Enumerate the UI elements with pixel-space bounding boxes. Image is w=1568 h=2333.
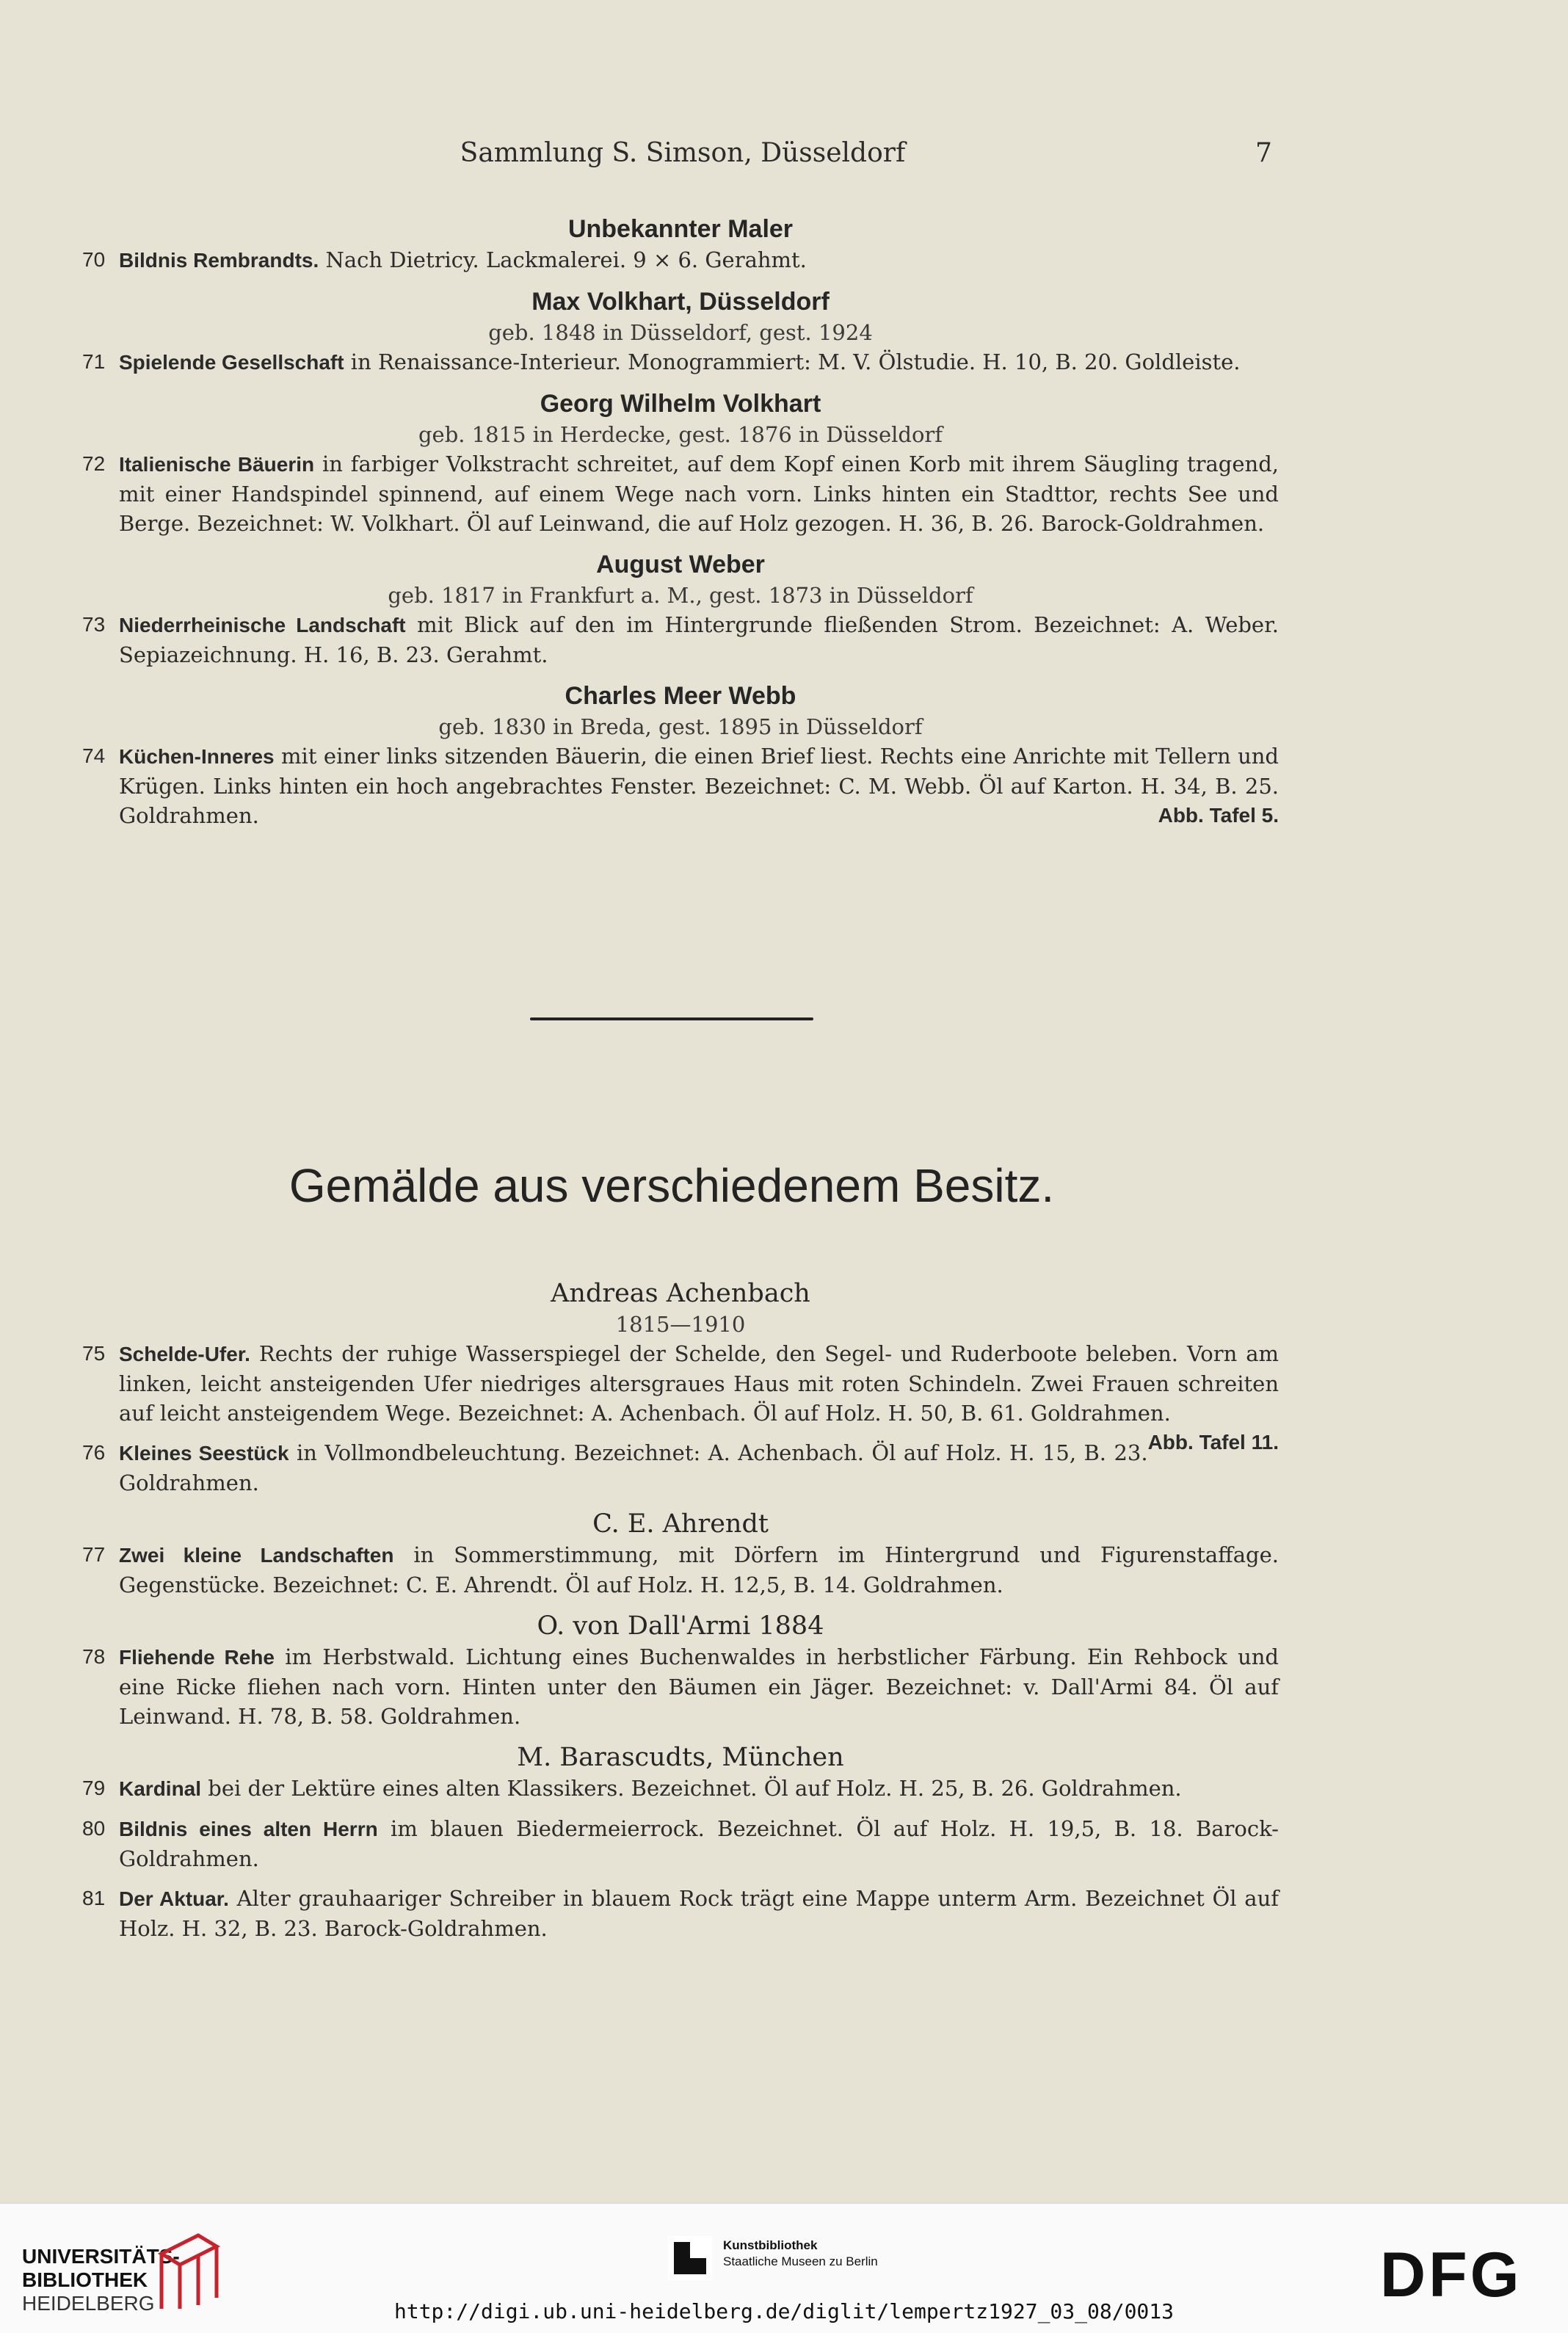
artwork-description: Nach Dietricy. Lackmalerei. 9 × 6. Gerahmt.	[319, 247, 807, 272]
kunstbibliothek-label	[723, 2238, 878, 2270]
kb-line-1: Kunstbibliothek	[723, 2238, 818, 2252]
artist-heading: Unbekannter Maler	[567, 215, 794, 243]
catalog-entry	[82, 610, 1279, 670]
artwork-description: Alter grauhaariger Schreiber in blauem Rock trägt eine Mappe unterm Arm. Bezeichnet Öl auf Holz. H. 32, B. 23. Barock-Goldrahmen.	[119, 1886, 1280, 1941]
artwork-description: Rechts der ruhige Wasserspiegel der Schelde, den Segel- und Ruderboote beleben. Vorn am linken, leicht ansteigenden Ufer niedriges altersgraues Haus mit roten Schindeln. Zwei Frauen schreiten auf leicht ansteigendem Wege. Bezeichnet: A. Achenbach. Öl auf Holz. H. 50, B. 61. Goldrahmen.	[119, 1341, 1279, 1426]
catalog-entry	[82, 1814, 1279, 1873]
lot-number: 76	[82, 1441, 106, 1464]
catalog-entry	[82, 1884, 1279, 1943]
lot-number: 74	[82, 744, 106, 767]
artwork-title: Küchen-Inneres	[119, 745, 275, 768]
artist-dates: geb. 1815 in Herdecke, gest. 1876 in Düsseldorf	[418, 422, 943, 447]
artwork-description: in Sommerstimmung, mit Dörfern im Hintergrund und Figurenstaffage. Gegenstücke. Bezeichnet: C. E. Ahrendt. Öl auf Holz. H. 12,5, B. 14. Goldrahmen.	[119, 1542, 1279, 1597]
kunstbibliothek-logo-icon[interactable]	[668, 2236, 712, 2280]
lot-number: 78	[82, 1645, 106, 1668]
catalog-entry	[82, 1774, 1279, 1804]
page-number: 7	[1255, 138, 1272, 168]
artwork-title: Bildnis eines alten Herrn	[119, 1818, 378, 1840]
artist-heading: Andreas Achenbach	[551, 1279, 810, 1308]
lot-number: 75	[82, 1342, 106, 1365]
artist-dates: 1815—1910	[615, 1312, 746, 1337]
catalog-entry	[82, 347, 1279, 377]
catalog-entry	[82, 245, 1279, 275]
artwork-title: Der Aktuar.	[119, 1887, 229, 1910]
lot-number: 79	[82, 1777, 106, 1799]
lot-number: 73	[82, 613, 106, 636]
catalog-entry	[82, 1438, 1279, 1498]
artist-dates: geb. 1817 in Frankfurt a. M., gest. 1873 in Düsseldorf	[388, 583, 973, 608]
artist-heading: August Weber	[596, 551, 765, 578]
lot-number: 80	[82, 1817, 106, 1840]
section-title: Gemälde aus verschiedenem Besitz.	[288, 1159, 1055, 1212]
artist-dates: geb. 1848 in Düsseldorf, gest. 1924	[488, 320, 873, 345]
artist-heading: Max Volkhart, Düsseldorf	[531, 288, 830, 316]
artwork-title: Kardinal	[119, 1777, 202, 1800]
section-divider	[530, 1017, 813, 1020]
running-title: Sammlung S. Simson, Düsseldorf	[460, 138, 906, 168]
ub-line-1: UNIVERSITÄTS-	[22, 2245, 180, 2268]
page-header	[0, 138, 1568, 170]
artwork-title: Bildnis Rembrandts.	[119, 249, 319, 272]
artist-heading: M. Barascudts, München	[517, 1743, 844, 1772]
catalog-section-various	[82, 1277, 1279, 1953]
catalog-entry	[82, 741, 1279, 830]
artist-heading: Charles Meer Webb	[565, 682, 796, 710]
catalog-entry	[82, 1540, 1279, 1600]
artwork-description: in Vollmondbeleuchtung. Bezeichnet: A. Achenbach. Öl auf Holz. H. 15, B. 23. Goldrahmen.	[119, 1440, 1148, 1495]
ub-line-3: HEIDELBERG	[22, 2292, 155, 2315]
artist-dates: geb. 1830 in Breda, gest. 1895 in Düsseldorf	[438, 714, 923, 739]
ub-line-2: BIBLIOTHEK	[22, 2268, 148, 2291]
artwork-title: Fliehende Rehe	[119, 1646, 275, 1669]
artwork-title: Niederrheinische Landschaft	[119, 614, 406, 636]
kb-line-2: Staatliche Museen zu Berlin	[723, 2254, 878, 2268]
dfg-logo[interactable]: DFG	[1380, 2240, 1522, 2310]
lot-number: 81	[82, 1887, 106, 1909]
plate-reference: Abb. Tafel 5.	[1158, 804, 1279, 827]
artist-heading: Georg Wilhelm Volkhart	[540, 390, 821, 418]
catalog-entry	[82, 449, 1279, 538]
lot-number: 71	[82, 350, 106, 373]
lot-number: 72	[82, 452, 106, 475]
artwork-title: Italienische Bäuerin	[119, 453, 315, 476]
artist-heading: C. E. Ahrendt	[592, 1509, 769, 1539]
lot-number: 70	[82, 248, 106, 271]
lot-number: 77	[82, 1543, 106, 1566]
artwork-description: bei der Lektüre eines alten Klassikers. Bezeichnet. Öl auf Holz. H. 25, B. 26. Goldrahmen.	[201, 1776, 1182, 1801]
artwork-description: mit einer links sitzenden Bäuerin, die einen Brief liest. Rechts eine Anrichte mit Tellern und Krügen. Links hinten ein hoch angebrachtes Fenster. Bezeichnet: C. M. Webb. Öl auf Karton. H. 34, B. 25. Goldrahmen.	[119, 744, 1279, 828]
artist-heading: O. von Dall'Armi 1884	[537, 1611, 824, 1641]
artwork-description: mit Blick auf den im Hintergrunde fließenden Strom. Bezeichnet: A. Weber. Sepiazeichnung. H. 16, B. 23. Gerahmt.	[119, 612, 1279, 667]
artwork-description: in farbiger Volkstracht schreitet, auf dem Kopf einen Korb mit ihrem Säugling tragend, mit einer Handspindel spinnend, auf einem Wege nach vorn. Links hinten ein Stadttor, rechts See und Berge. Bezeichnet: W. Volkhart. Öl auf Leinwand, die auf Holz gezogen. H. 36, B. 26. Barock-Goldrahmen.	[119, 451, 1279, 536]
artwork-description: im Herbstwald. Lichtung eines Buchenwaldes in herbstlicher Färbung. Ein Rehbock und eine Ricke fliehen nach vorn. Hinten unter den Bäumen ein Jäger. Bezeichnet: v. Dall'Armi 84. Öl auf Leinwand. H. 78, B. 58. Goldrahmen.	[119, 1644, 1279, 1729]
catalog-section-simson	[82, 213, 1279, 841]
artwork-title: Zwei kleine Landschaften	[119, 1544, 394, 1567]
artwork-description: in Renaissance-Interieur. Monogrammiert: M. V. Ölstudie. H. 10, B. 20. Goldleiste.	[344, 349, 1241, 374]
artwork-title: Spielende Gesellschaft	[119, 351, 344, 374]
catalog-entry	[82, 1642, 1279, 1731]
artwork-title: Schelde-Ufer.	[119, 1343, 250, 1365]
plate-reference: Abb. Tafel 11.	[1147, 1431, 1279, 1454]
artwork-title: Kleines Seestück	[119, 1442, 289, 1465]
artwork-description: im blauen Biedermeierrock. Bezeichnet. Öl auf Holz. H. 19,5, B. 18. Barock-Goldrahmen.	[119, 1816, 1279, 1871]
permalink-url[interactable]: http://digi.ub.uni-heidelberg.de/diglit/lempertz1927_03_08/0013	[393, 2299, 1175, 2323]
viewer-footer	[0, 2202, 1568, 2333]
